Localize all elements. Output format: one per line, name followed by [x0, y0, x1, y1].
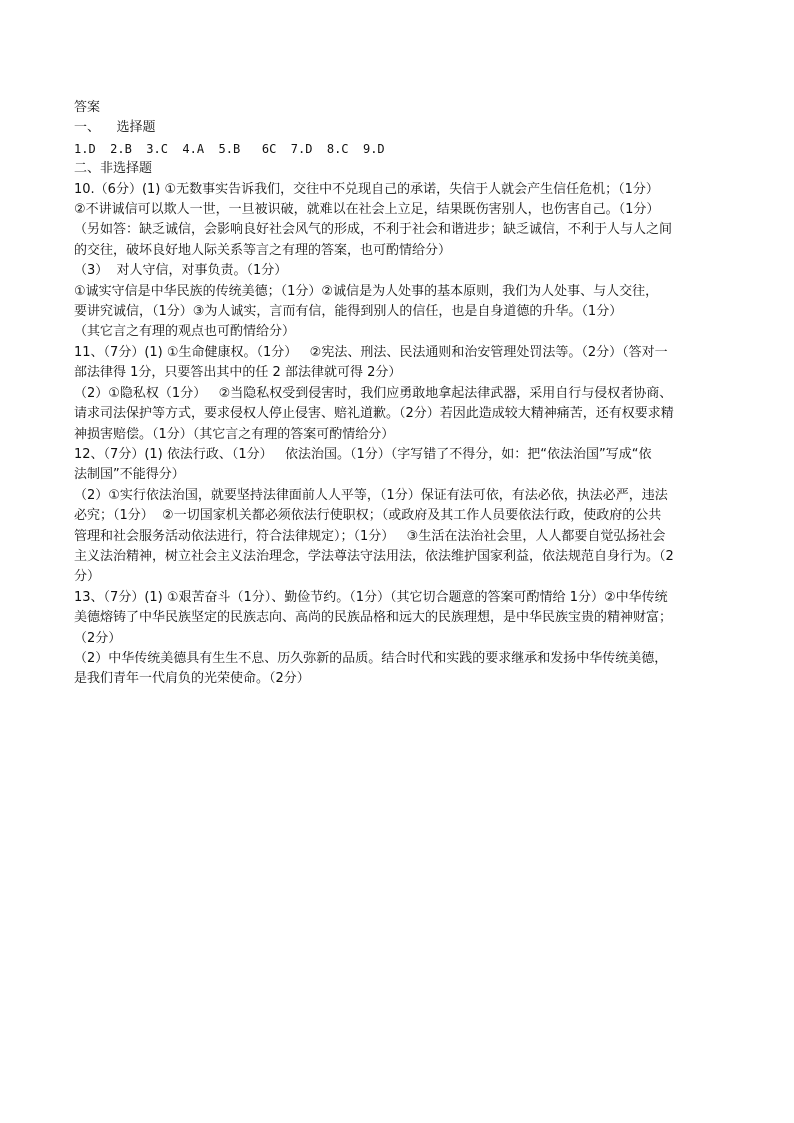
q11-line-1: 11、（7分）(1) ①生命健康权。（1分） ②宪法、刑法、民法通则和治安管理处罚法等。（2分）（答对一 — [74, 344, 668, 360]
answer-heading: 答案 — [74, 100, 101, 115]
answer-document — [74, 98, 734, 690]
q13-line-4: （2）中华传统美德具有生生不息、历久弥新的品质。结合时代和实践的要求继承和发扬中华传统美德， — [74, 650, 668, 666]
q12-line-4: 必究；（1分） ②一切国家机关都必须依法行使职权；（或政府及其工作人员要依法行政，使政府的公共 — [74, 508, 662, 524]
q11-line-5: 神损害赔偿。（1分）（其它言之有理的答案可酌情给分） — [74, 426, 395, 442]
q13-line-2: 美德熔铸了中华民族坚定的民族志向、高尚的民族品格和远大的民族理想，是中华民族宝贵的精神财富； — [74, 610, 673, 626]
q12-line-5: 管理和社会服务活动依法进行，符合法律规定）；（1分） ③生活在法治社会里，人人都要自觉弘扬社会 — [74, 528, 666, 544]
q13-line-5: 是我们青年一代肩负的光荣使命。（2分） — [74, 671, 310, 687]
q13-line-3: （2分） — [74, 630, 122, 646]
section-choice-title: 一、 选择题 — [74, 120, 156, 136]
q10-line-5: （3） 对人守信，对事负责。（1分） — [74, 263, 288, 279]
q12-line-7: 分） — [74, 569, 101, 585]
q11-line-3: （2）①隐私权（1分） ②当隐私权受到侵害时，我们应勇敢地拿起法律武器，采用自行与侵权者协商、 — [74, 385, 673, 401]
q12-line-2: 法制国”不能得分） — [74, 467, 185, 483]
q11-line-4: 请求司法保护等方式，要求侵权人停止侵害、赔礼道歉。（2分）若因此造成较大精神痛苦，还有权要求精 — [74, 406, 674, 422]
q11-line-2: 部法律得 1分，只要答出其中的任 2 部法律就可得 2分） — [74, 365, 402, 381]
q10-line-1: 10.（6分）(1) ①无数事实告诉我们，交往中不兑现自己的承诺，失信于人就会产生信任危机；（1分） — [74, 181, 659, 197]
section-nonchoice-title: 二、非选择题 — [74, 161, 153, 177]
q10-line-6: ①诚实守信是中华民族的传统美德；（1分）②诚信是为人处事的基本原则，我们为人处事、与人交往， — [74, 283, 659, 299]
q13-line-1: 13、（7分）(1) ①艰苦奋斗（1分）、勤俭节约。（1分）（其它切合题意的答案可酌情给 1分）②中华传统 — [74, 589, 668, 605]
q12-line-6: 主义法治精神，树立社会主义法治理念，学法尊法守法用法，依法维护国家利益，依法规范自身行为。（2 — [74, 548, 674, 564]
q10-line-8: （其它言之有理的观点也可酌情给分） — [74, 324, 296, 340]
q12-line-3: （2）①实行依法治国，就要坚持法律面前人人平等，（1分）保证有法可依，有法必依，执法必严，违法 — [74, 487, 668, 503]
q10-line-4: 的交往，破坏良好地人际关系等言之有理的答案，也可酌情给分） — [74, 242, 452, 258]
q10-line-3: （另如答：缺乏诚信，会影响良好社会风气的形成，不利于社会和谐进步；缺乏诚信，不利于人与人之间 — [74, 222, 673, 238]
choice-answers: 1.D 2.B 3.C 4.A 5.B 6C 7.D 8.C 9.D — [74, 141, 385, 156]
q10-line-7: 要讲究诚信，（1分）③为人诚实，言而有信，能得到别人的信任，也是自身道德的升华。（1分） — [74, 304, 623, 320]
q10-line-2: ②不讲诚信可以欺人一世，一旦被识破，就难以在社会上立足，结果既伤害别人，也伤害自己。（1分） — [74, 202, 660, 218]
q12-line-1: 12、（7分）(1) 依法行政、（1分） 依法治国。（1分）（字写错了不得分，如：把“依法治国”写成“依 — [74, 446, 652, 462]
